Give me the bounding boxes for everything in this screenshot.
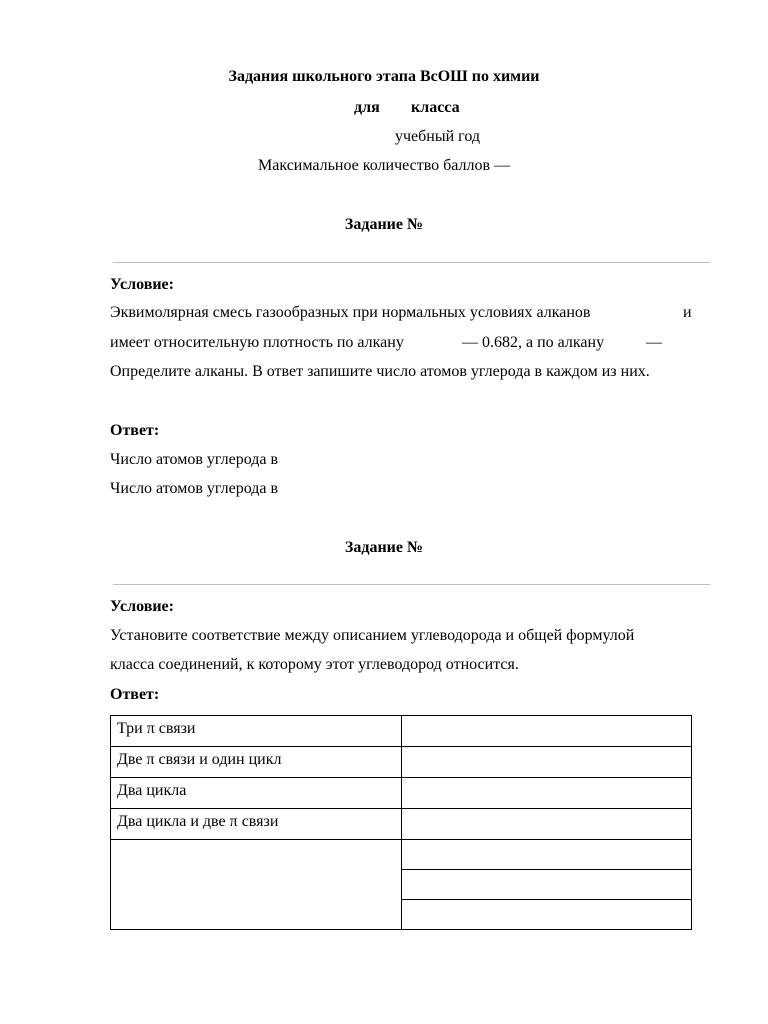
document-title: Задания школьного этапа ВсОШ по химии [228, 68, 540, 85]
table-cell-answer[interactable] [402, 778, 692, 809]
task1-condition-line2-b: — 0.682, а по алкану [462, 334, 605, 351]
task2-divider [113, 584, 710, 585]
task1-answer-label: Ответ: [110, 422, 160, 439]
table-cell-description: Две π связи и один цикл [111, 747, 402, 778]
task1-condition-line3: Определите алканы. В ответ запишите число атомов углерода в каждом из них. [110, 363, 650, 380]
task2-condition-line1: Установите соответствие между описанием углеводорода и общей формулой [110, 627, 635, 644]
task1-condition-line1-a: Эквимолярная смесь газообразных при нормальных условиях алканов [110, 304, 591, 321]
task2-answer-table [110, 715, 692, 930]
task1-divider [113, 262, 710, 263]
table-cell-answer[interactable] [402, 840, 692, 870]
task1-condition-label: Условие: [110, 276, 174, 293]
table-row [111, 747, 692, 778]
table-row [111, 716, 692, 747]
task1-condition-line1 [110, 304, 590, 322]
grade-suffix: класса [411, 99, 460, 116]
task2-heading: Задание № [344, 539, 424, 556]
task1-condition-line2-c: — [646, 334, 662, 351]
task2-condition-line2: класса соединений, к которому этот углеводород относится. [110, 656, 519, 673]
table-cell-answer[interactable] [402, 900, 692, 930]
task1-condition-line1-b: и [683, 304, 692, 321]
task2-condition-label: Условие: [110, 598, 174, 615]
task1-answer-line2: Число атомов углерода в [110, 480, 279, 497]
academic-year-label: учебный год [395, 128, 481, 145]
table-cell-answer[interactable] [402, 716, 692, 747]
grade-prefix: для [354, 99, 380, 116]
task2-answer-label: Ответ: [110, 686, 160, 703]
max-score-label: Максимальное количество баллов — [258, 157, 511, 174]
task1-answer-line1: Число атомов углерода в [110, 451, 279, 468]
table-row [111, 778, 692, 809]
table-row [111, 840, 692, 870]
table-cell-description: Два цикла и две π связи [111, 809, 402, 840]
table-cell-answer[interactable] [402, 809, 692, 840]
table-cell-answer[interactable] [402, 747, 692, 778]
table-cell-description: Два цикла [111, 778, 402, 809]
table-cell-description: Три π связи [111, 716, 402, 747]
table-cell-empty [111, 840, 402, 930]
task1-condition-line2-a: имеет относительную плотность по алкану [110, 334, 404, 351]
table-row [111, 809, 692, 840]
task1-heading: Задание № [344, 216, 424, 233]
table-cell-answer[interactable] [402, 870, 692, 900]
